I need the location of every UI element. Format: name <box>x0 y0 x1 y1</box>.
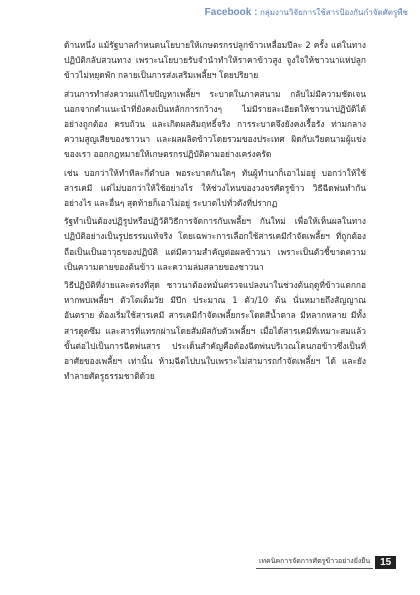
body-text <box>64 38 366 387</box>
paragraph-4: รัฐทำเป็นต้องปฏิรูปหรือปฏิวัติวิธีการจัดการกับเพลี้ยฯ กันใหม่ เพื่อให้เห็นผลในทางปฏิบัติอย่างเป็นรูปธรรมแท้จริง โดยเฉพาะการเลือกใช้สารเคมีกำจัดเพลี้ยฯ ที่ถูกต้อง ถือเป็นเป็นอาวุธของปฏิบัติ แต่มีความสำคัญต่อผลข้าวนา เพราะเป็นตัวชี้ขาดความเป็นความตายของต้นข้าว และความล่มสลายของชาวนา <box>64 216 366 272</box>
page-number: 15 <box>375 556 396 569</box>
paragraph-3: เช่น บอกว่าให้ทำทีละกี่ตำบล พอระบาดกันใดๆ ทันผู้ทำนาก็เอาไม่อยู่ บอกว่าให้ใช้สารเคมี แต่ไม่บอกว่าให้ใช้อย่างไร ให้ช่วงไหนของวงจรศัตรูข้าว วิธีฉีดพ่นทำกันอย่างไร และอื่นๆ สุดท้ายก็เอาไม่อยู่ ระบาดไปทั่วดังที่ปรากฏ <box>64 167 366 209</box>
facebook-label: Facebook : <box>204 7 258 18</box>
paragraph-2: ส่วนการทำส่งความแก้ไขปัญหาเพลี้ยฯ ระบาดในภาคสนาม กลับไม่มีความชัดเจน นอกจากคำแนะนำที่ยังคงเป็นหลักการกว้างๆ ไม่มีรายละเอียดให้ชาวนาปฏิบัติได้อย่างถูกต้อง ครบถ้วน และเกิดผลสัมฤทธิ์จริง การระบาดจึงยังคงเรื้อรัง ท่ามกลางความสูญเสียของชาวนา และผลผลิตข้าวโดยรวมของประเทศ ผิดกับเวียดนามผู้แข่งของเรา ออกกฎหมายให้เกษตรกรปฏิบัติตามอย่างเคร่งครัด <box>64 88 366 160</box>
page-footer <box>256 556 396 569</box>
paragraph-5: วิธีปฏิบัติที่ง่ายและตรงที่สุด ชาวนาต้องหมั่นตรวจแปลงนาในช่วงต้นฤดูที่ข้าวแตกกอ หากพบเพลี้ยฯ ตัวโตเต็มวัย มีปีก ประมาณ 1 ตัว/10 ต้น นั่นหมายถึงสัญญาณอันตราย ต้องเริ่มใช้สารเคมี สารเคมีกำจัดเพลี้ยกระโดดสีน้ำตาล มีหลากหลาย มีทั้งสารดูดซึม และสารที่แทรกผ่านโดยสัมผัสกับตัวเพลี้ยฯ เมื่อได้สารเคมีที่เหมาะสมแล้ว ขั้นต่อไปเป็นการฉีดพ่นสาร ประเด็นสำคัญคือต้องฉีดพ่นบริเวณโคนกอข้าวซึ่งเป็นที่อาศัยของเพลี้ยฯ เท่านั้น ห้ามฉีดไปบนใบเพราะไม่สามารถกำจัดเพลี้ยฯ ได้ และยังทำลายศัตรูธรรมชาติด้วย <box>64 280 366 382</box>
group-name: กลุ่มงานวิจัยการใช้สารป้องกันกำจัดศัตรูพืช <box>260 8 408 17</box>
paragraph-1: ด้านหนึ่ง แม้รัฐบาลกำหนดนโยบายให้เกษตรกรปลูกข้าวเหลื่อมปีละ 2 ครั้ง แต่ในทางปฏิบัติกลับสวนทาง เพราะนโยบายรับจำนำทำให้ราคาข้าวสูง จูงใจให้ชาวนาแห่ปลูกข้าวไม่หยุดพัก กลายเป็นการส่งเสริมเพลี้ยฯ โดยปริยาย <box>64 40 366 81</box>
page-header <box>205 6 408 19</box>
footer-caption: เทคนิคการจัดการศัตรูข้าวอย่างยั่งยืน <box>256 556 373 569</box>
